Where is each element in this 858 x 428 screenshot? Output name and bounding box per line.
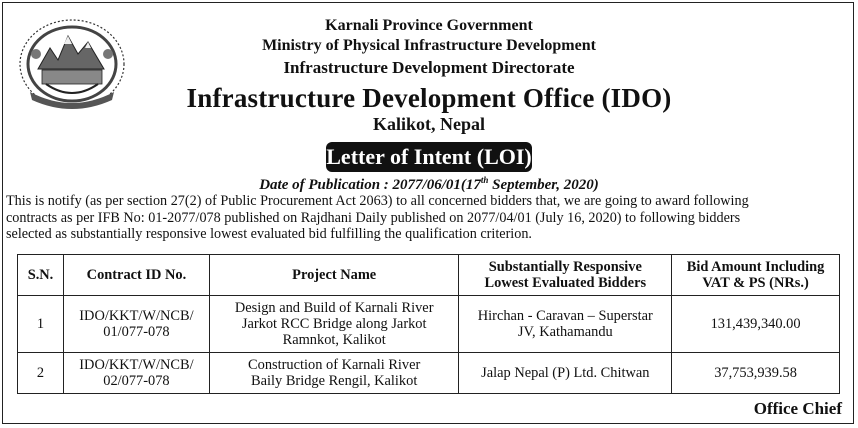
project-line1: Construction of Karnali River bbox=[248, 357, 421, 373]
office-location: Kalikot, Nepal bbox=[372, 114, 485, 134]
contract-id-line2: 02/077-078 bbox=[103, 373, 170, 389]
header-amount-line2: VAT & PS (NRs.) bbox=[702, 275, 809, 291]
table-row bbox=[18, 296, 840, 353]
body-line: selected as substantially responsive lowest evaluated bid fulfilling the qualification criterion. bbox=[6, 226, 532, 242]
project-line2: Jarkot RCC Bridge along Jarkot bbox=[241, 316, 427, 332]
cell-contract-id bbox=[63, 296, 209, 353]
body-line: contracts as per IFB No: 01-2077/078 published on Rajdhani Daily published on 2077/04/01 (July 16, 2020) to following bidders bbox=[6, 209, 741, 226]
notice-body bbox=[6, 193, 852, 243]
cell-sn: 1 bbox=[18, 296, 64, 353]
header-project-name: Project Name bbox=[209, 255, 459, 296]
header-bid-amount bbox=[672, 255, 840, 296]
header-sn: S.N. bbox=[18, 255, 64, 296]
signoff-office-chief: Office Chief bbox=[753, 399, 842, 418]
province-heading: Karnali Province Government bbox=[325, 17, 533, 34]
publication-date-suffix: September, 2020) bbox=[488, 177, 599, 193]
header-contract-id: Contract ID No. bbox=[63, 255, 209, 296]
cell-bidder bbox=[459, 296, 672, 353]
header-bidders-line1: Substantially Responsive bbox=[488, 259, 642, 275]
publication-date-sup: th bbox=[480, 175, 489, 185]
ministry-heading: Ministry of Physical Infrastructure Development bbox=[262, 37, 596, 54]
bidders-table bbox=[17, 254, 840, 394]
project-line1: Design and Build of Karnali River bbox=[234, 300, 434, 316]
cell-sn: 2 bbox=[18, 353, 64, 394]
publication-date-prefix: Date of Publication : 2077/06/01(17 bbox=[259, 177, 481, 193]
contract-id-line1: IDO/KKT/W/NCB/ bbox=[79, 308, 194, 324]
table-row bbox=[18, 353, 840, 394]
contract-id-line1: IDO/KKT/W/NCB/ bbox=[79, 357, 194, 373]
body-line: This is notify (as per section 27(2) of Public Procurement Act 2063) to all concerned bidders that, we are going to award following bbox=[6, 193, 749, 209]
bidder-line2: JV, Kathamandu bbox=[517, 324, 613, 340]
cell-project-name bbox=[209, 353, 459, 394]
publication-date bbox=[0, 175, 858, 194]
office-title: Infrastructure Development Office (IDO) bbox=[186, 83, 672, 113]
cell-contract-id bbox=[63, 353, 209, 394]
bidder-line1: Hirchan - Caravan – Superstar bbox=[477, 308, 653, 324]
header-bidders bbox=[459, 255, 672, 296]
cell-bid-amount: 37,753,939.58 bbox=[672, 353, 840, 394]
table-header-row bbox=[18, 255, 840, 296]
cell-bid-amount: 131,439,340.00 bbox=[672, 296, 840, 353]
notice-title-banner: Letter of Intent (LOI) bbox=[326, 142, 532, 172]
project-line3: Ramnkot, Kalikot bbox=[282, 332, 386, 348]
contract-id-line2: 01/077-078 bbox=[103, 324, 170, 340]
cell-project-name bbox=[209, 296, 459, 353]
directorate-heading: Infrastructure Development Directorate bbox=[283, 58, 575, 77]
project-line2: Baily Bridge Rengil, Kalikot bbox=[251, 373, 418, 389]
header-bidders-line2: Lowest Evaluated Bidders bbox=[484, 275, 647, 291]
cell-bidder: Jalap Nepal (P) Ltd. Chitwan bbox=[459, 353, 672, 394]
header-amount-line1: Bid Amount Including bbox=[686, 259, 825, 275]
